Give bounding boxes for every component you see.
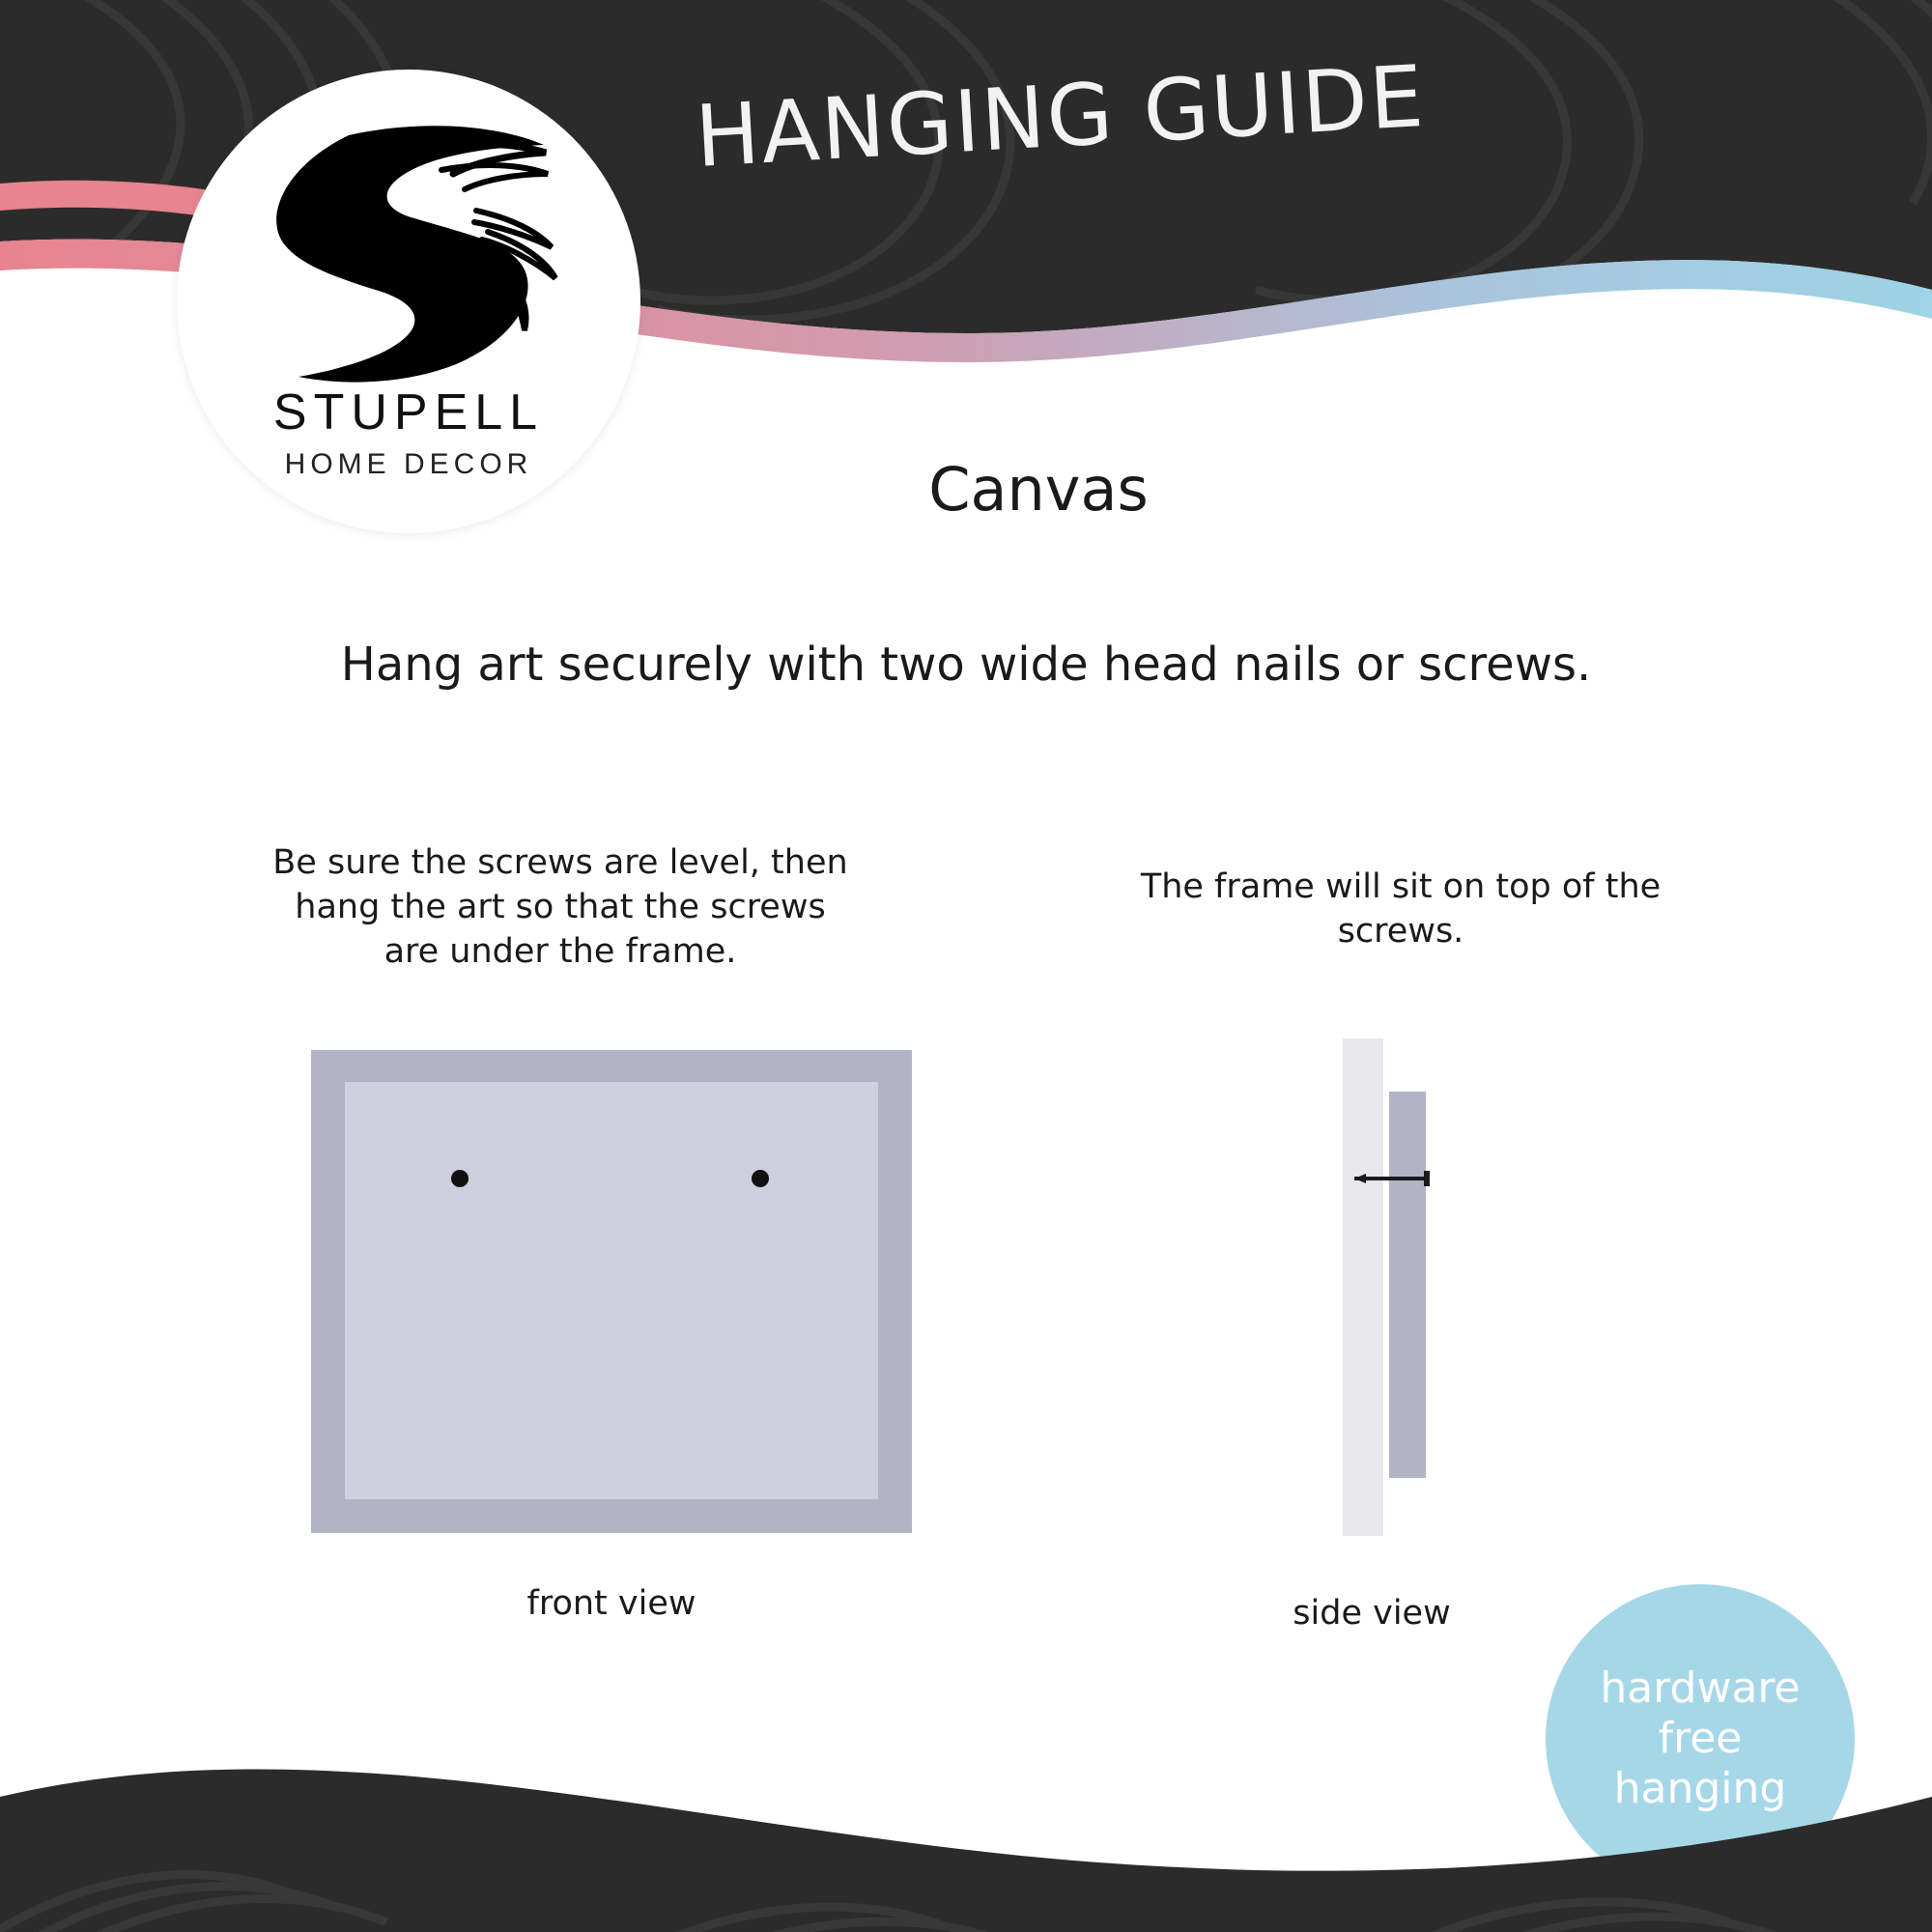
badge-line-2: free: [1658, 1714, 1743, 1764]
product-type-heading: Canvas: [928, 454, 1149, 525]
canvas-surface: [345, 1082, 878, 1499]
side-view-label: side view: [1293, 1594, 1451, 1633]
frame-side-profile: [1389, 1092, 1426, 1478]
front-view-caption: Be sure the screws are level, then hang the art so that the screws are under the frame.: [272, 843, 848, 972]
main-instruction-text: Hang art securely with two wide head nails or screws.: [340, 638, 1592, 692]
page-title: HANGING GUIDE: [693, 45, 1428, 186]
stupell-swoosh-icon: [235, 118, 582, 388]
side-view-diagram: [1343, 1038, 1478, 1536]
screw-dot-right-icon: [752, 1170, 769, 1187]
wall-surface: [1343, 1038, 1383, 1536]
brand-tagline: HOME DECOR: [284, 448, 533, 480]
badge-line-3: hanging: [1613, 1763, 1787, 1813]
screw-dot-left-icon: [451, 1170, 469, 1187]
screw-side-icon: [1349, 1171, 1434, 1186]
footer-band: [0, 1681, 1932, 1932]
brand-wordmark: STUPELL: [272, 384, 545, 440]
front-view-diagram: [311, 1050, 912, 1533]
front-view-label: front view: [526, 1584, 696, 1623]
side-view-caption: The frame will sit on top of the screws.: [1140, 867, 1662, 952]
footer-band-graphic: [0, 1681, 1932, 1932]
badge-line-1: hardware: [1600, 1663, 1801, 1714]
